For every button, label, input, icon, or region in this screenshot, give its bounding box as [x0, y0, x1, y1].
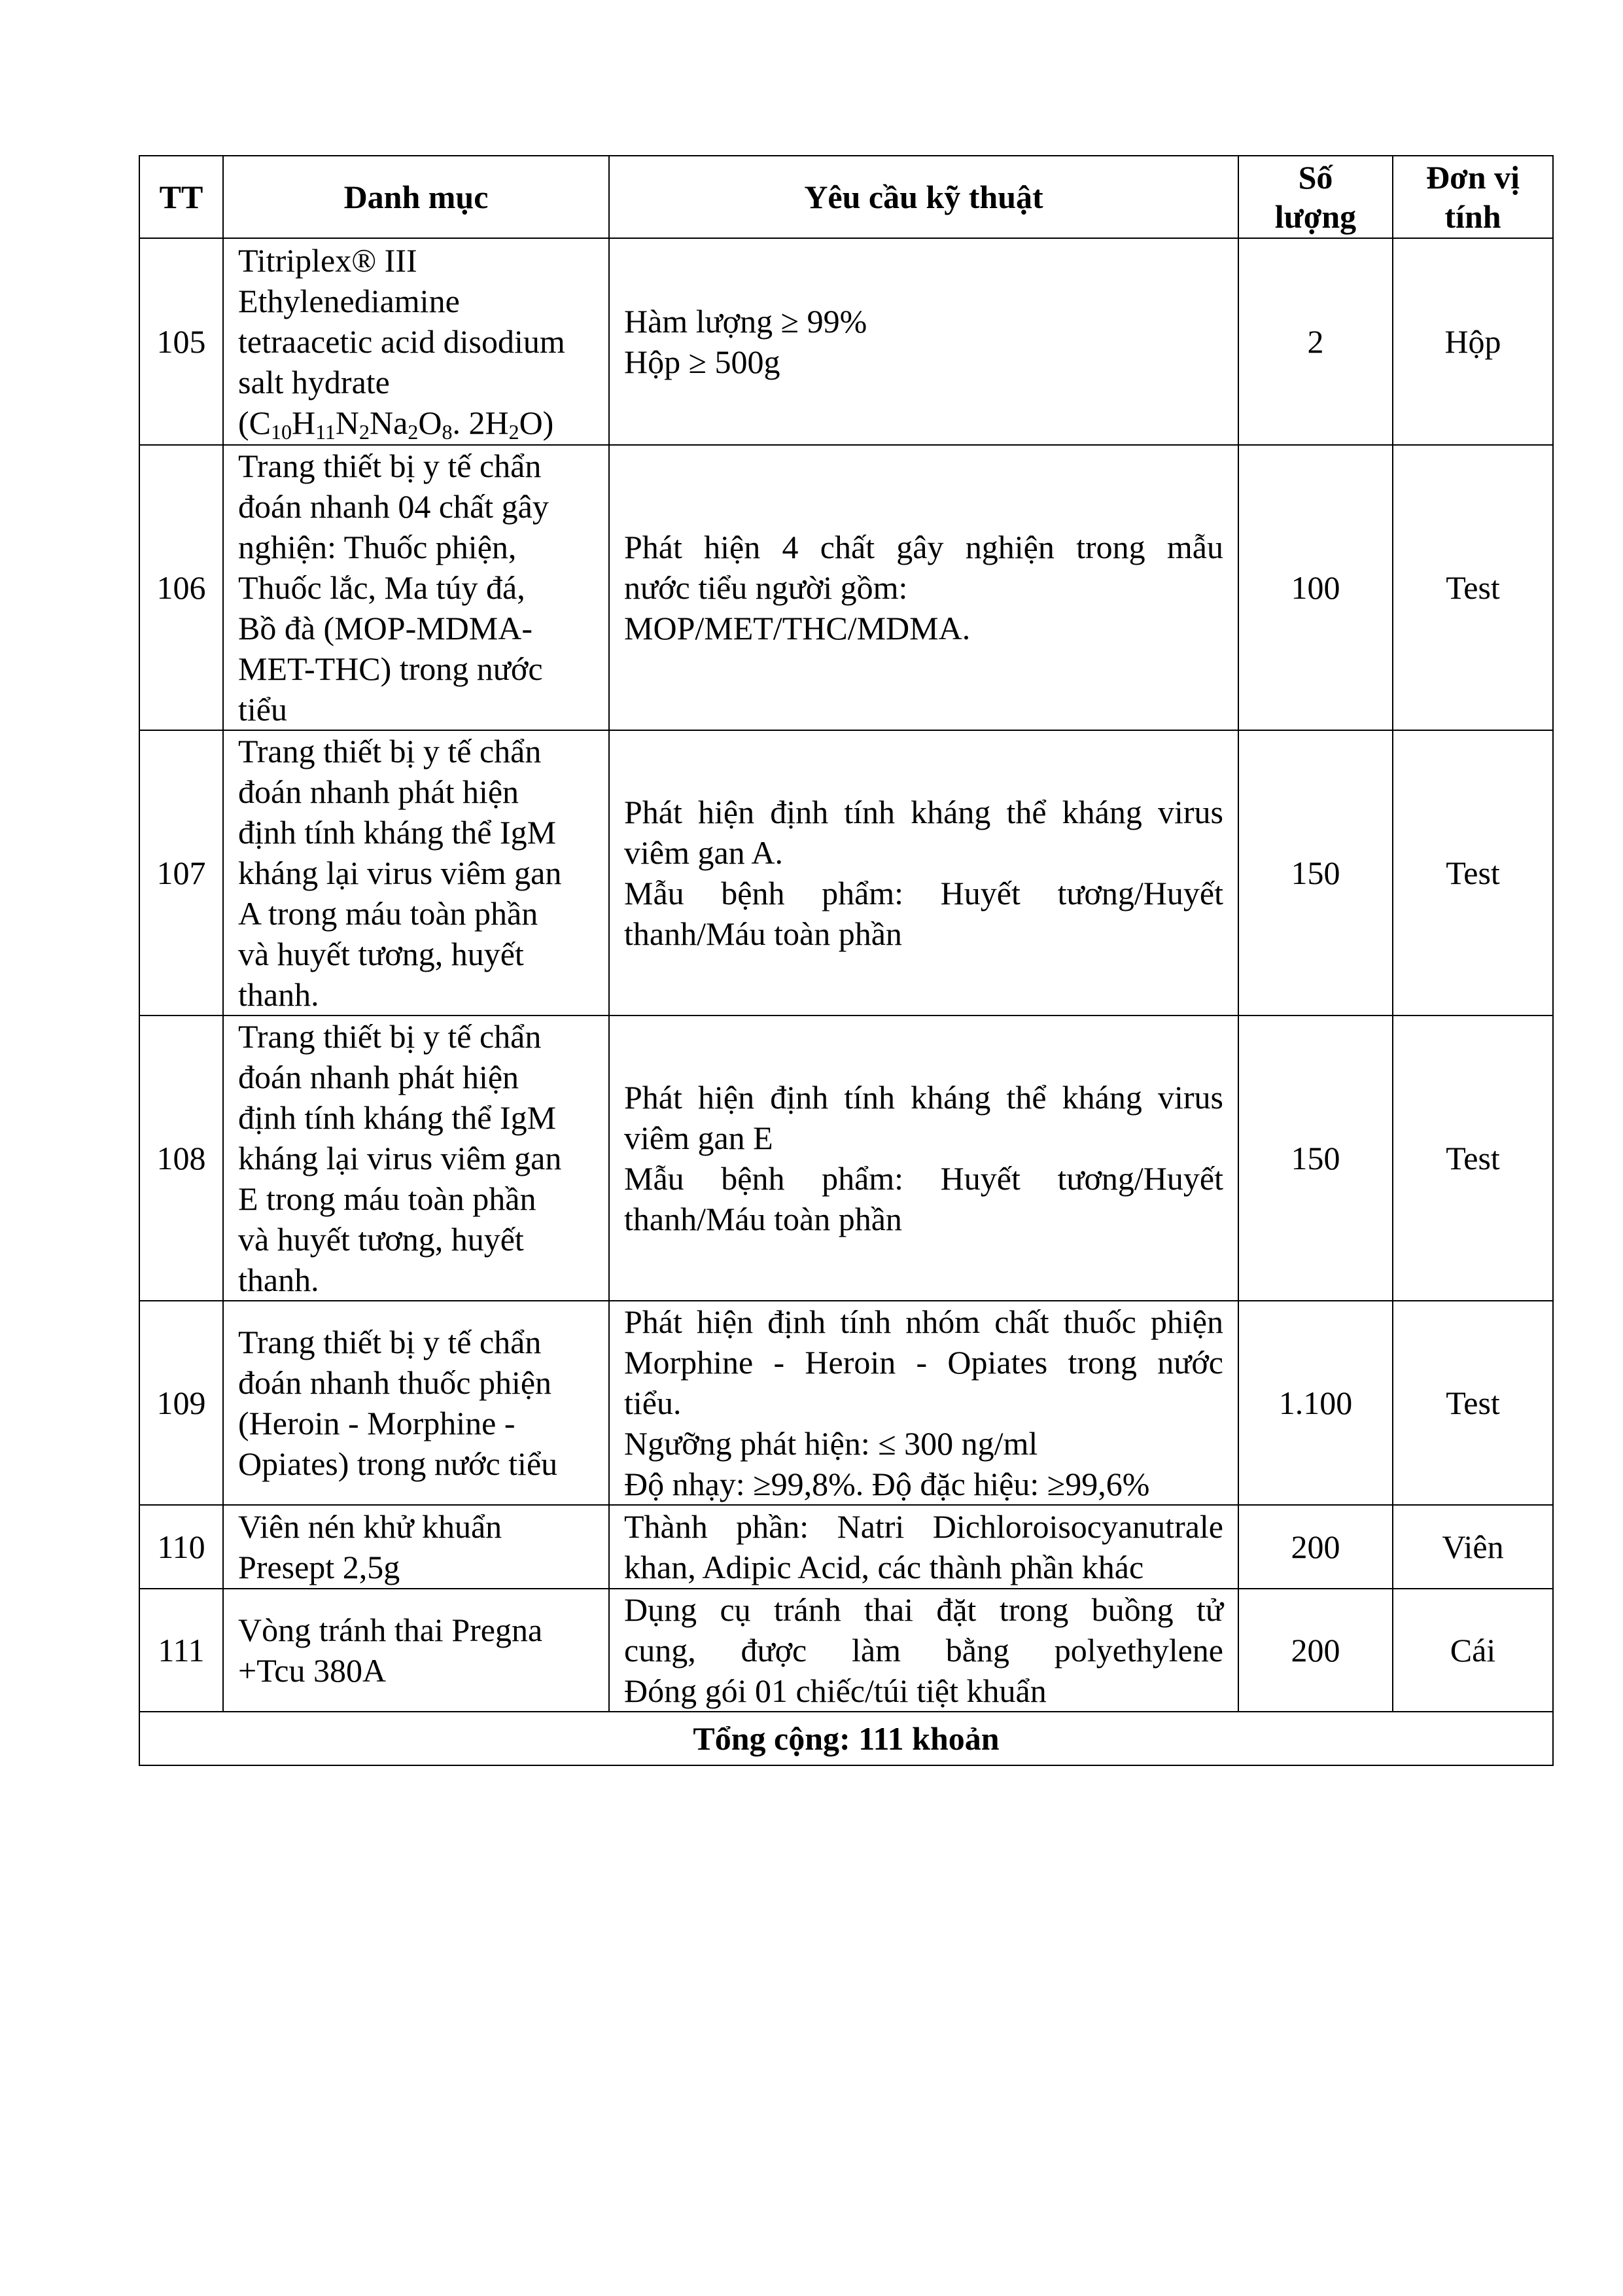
cell-danh-muc: Trang thiết bị y tế chẩn đoán nhanh phát hiện định tính kháng thể IgM kháng lại virus viêm gan E trong máu toàn phần và huyết tương, huyết thanh. — [223, 1016, 609, 1301]
cell-tt: 108 — [139, 1016, 223, 1301]
cell-danh-muc: Trang thiết bị y tế chẩn đoán nhanh 04 chất gây nghiện: Thuốc phiện, Thuốc lắc, Ma túy đá, Bồ đà (MOP-MDMA- MET-THC) trong nước tiểu — [223, 445, 609, 730]
cell-tt: 106 — [139, 445, 223, 730]
table-total-row — [139, 1712, 1553, 1765]
cell-don-vi: Test — [1393, 445, 1553, 730]
cell-so-luong: 200 — [1238, 1505, 1393, 1589]
cell-don-vi: Test — [1393, 730, 1553, 1016]
cell-yeu-cau: Phát hiện định tính kháng thể kháng virus viêm gan E Mẫu bệnh phẩm: Huyết tương/Huyết thanh/Máu toàn phần — [609, 1016, 1238, 1301]
cell-don-vi: Test — [1393, 1016, 1553, 1301]
cell-so-luong: 150 — [1238, 1016, 1393, 1301]
table-row — [139, 730, 1553, 1016]
equipment-table — [139, 155, 1554, 1766]
cell-yeu-cau: Phát hiện định tính kháng thể kháng virus viêm gan A. Mẫu bệnh phẩm: Huyết tương/Huyết thanh/Máu toàn phần — [609, 730, 1238, 1016]
cell-so-luong: 1.100 — [1238, 1301, 1393, 1505]
cell-yeu-cau: Dụng cụ tránh thai đặt trong buồng tử cung, được làm bằng polyethylene Đóng gói 01 chiếc/túi tiệt khuẩn — [609, 1589, 1238, 1712]
cell-yeu-cau: Hàm lượng ≥ 99% Hộp ≥ 500g — [609, 238, 1238, 445]
cell-danh-muc: Trang thiết bị y tế chẩn đoán nhanh phát hiện định tính kháng thể IgM kháng lại virus viêm gan A trong máu toàn phần và huyết tương, huyết thanh. — [223, 730, 609, 1016]
cell-yeu-cau: Thành phần: Natri Dichloroisocyanutrale khan, Adipic Acid, các thành phần khác — [609, 1505, 1238, 1589]
cell-tt: 105 — [139, 238, 223, 445]
cell-don-vi: Cái — [1393, 1589, 1553, 1712]
cell-tt: 107 — [139, 730, 223, 1016]
cell-yeu-cau: Phát hiện 4 chất gây nghiện trong mẫu nước tiểu người gồm: MOP/MET/THC/MDMA. — [609, 445, 1238, 730]
cell-danh-muc: Titriplex® III Ethylenediamine tetraacetic acid disodium salt hydrate ($C_{10}H_{11}N_2Na_2O_8$. $2H_2O$) — [223, 238, 609, 445]
table-row — [139, 1301, 1553, 1505]
table-row — [139, 445, 1553, 730]
cell-tt: 109 — [139, 1301, 223, 1505]
total-label: Tổng cộng: 111 khoản — [139, 1712, 1553, 1765]
cell-so-luong: 2 — [1238, 238, 1393, 445]
header-don-vi: Đơn vị tính — [1393, 156, 1553, 238]
cell-danh-muc: Trang thiết bị y tế chẩn đoán nhanh thuốc phiện (Heroin - Morphine - Opiates) trong nước tiểu — [223, 1301, 609, 1505]
table-row — [139, 1589, 1553, 1712]
header-tt: TT — [139, 156, 223, 238]
header-danh-muc: Danh mục — [223, 156, 609, 238]
cell-so-luong: 200 — [1238, 1589, 1393, 1712]
table-header-row — [139, 156, 1553, 238]
chemical-formula: ($C_{10}H_{11}N_2Na_2O_8$. $2H_2O$) — [238, 404, 554, 444]
cell-don-vi: Test — [1393, 1301, 1553, 1505]
header-so-luong: Số lượng — [1238, 156, 1393, 238]
cell-don-vi: Viên — [1393, 1505, 1553, 1589]
table-row — [139, 238, 1553, 445]
cell-danh-muc: Vòng tránh thai Pregna +Tcu 380A — [223, 1589, 609, 1712]
cell-so-luong: 150 — [1238, 730, 1393, 1016]
header-yeu-cau: Yêu cầu kỹ thuật — [609, 156, 1238, 238]
cell-don-vi: Hộp — [1393, 238, 1553, 445]
table-row — [139, 1016, 1553, 1301]
cell-tt: 111 — [139, 1589, 223, 1712]
table-row — [139, 1505, 1553, 1589]
cell-danh-muc: Viên nén khử khuẩn Presept 2,5g — [223, 1505, 609, 1589]
cell-so-luong: 100 — [1238, 445, 1393, 730]
cell-tt: 110 — [139, 1505, 223, 1589]
cell-yeu-cau: Phát hiện định tính nhóm chất thuốc phiện Morphine - Heroin - Opiates trong nước tiểu. Ngưỡng phát hiện: ≤ 300 ng/ml Độ nhạy: ≥99,8%. Độ đặc hiệu: ≥99,6% — [609, 1301, 1238, 1505]
